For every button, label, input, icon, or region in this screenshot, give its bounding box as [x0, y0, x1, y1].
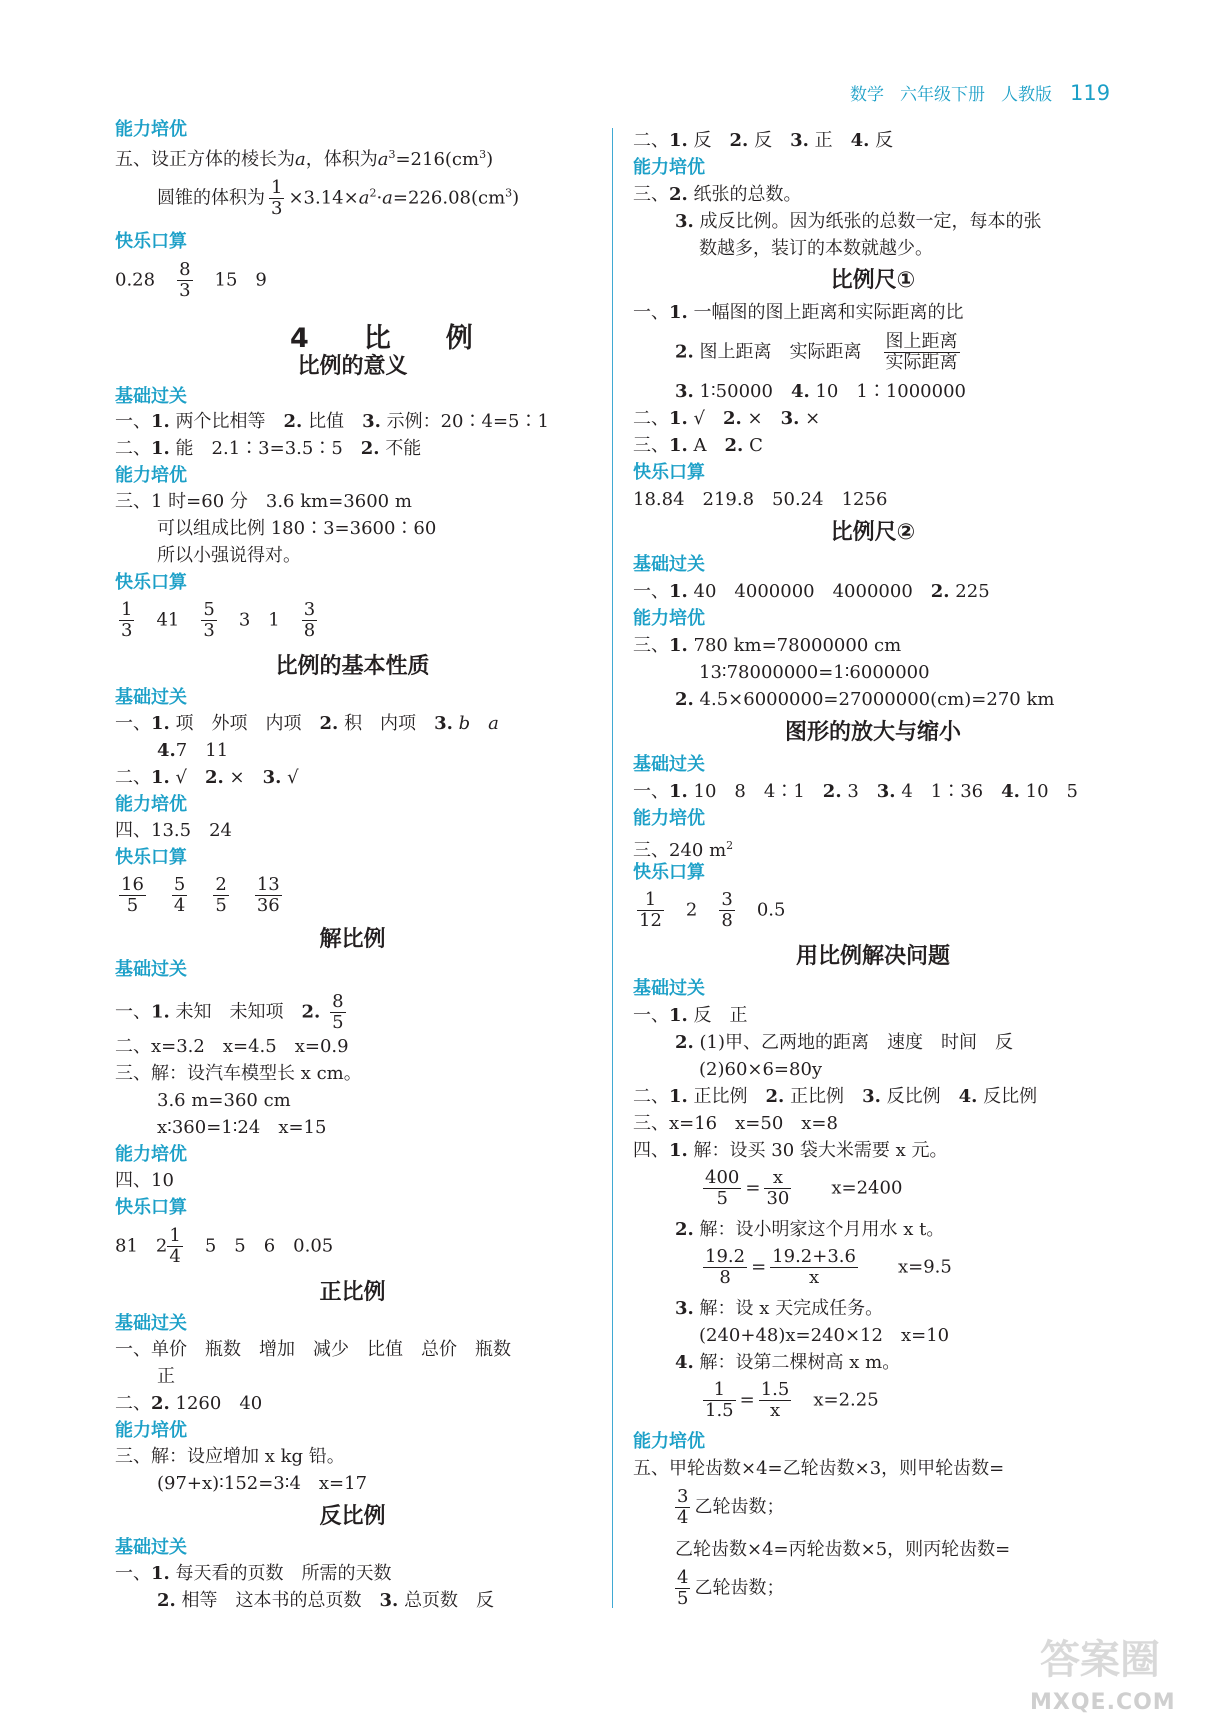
answer-line: 四、10 — [115, 1170, 174, 1191]
section-jichu: 基础过关 — [115, 687, 187, 708]
section-nengli: 能力培优 — [115, 794, 187, 815]
answer-line: 2. 4.5×6000000=27000000(cm)=270 km — [675, 689, 1055, 710]
answer-line: $\frac{1}{3}$ 41 $\frac{5}{3}$ 3 1 $\frac{3}{8}$ — [121, 599, 316, 641]
section-kuaile: 快乐口算 — [633, 862, 705, 883]
answer-line: 二、1. √ 2. × 3. √ — [115, 767, 299, 788]
answer-line: $\frac{1}{12}$ 2 $\frac{3}{8}$ 0.5 — [639, 889, 786, 931]
section-nengli: 能力培优 — [633, 157, 705, 178]
answer-line: 一、1. 未知 未知项 2. $\frac{8}{5}$ — [115, 991, 344, 1033]
lesson-title: 解比例 — [319, 927, 386, 952]
answer-line: $\frac{19.2}{8}$ = $\frac{19.2+3.6}{x}$ x=9.5 — [705, 1246, 952, 1288]
header-grade: 六年级下册 — [900, 85, 985, 105]
lesson-title: 正比例 — [319, 1280, 386, 1305]
section-nengli: 能力培优 — [633, 608, 705, 629]
answer-line: 2. 图上距离 实际距离 图上距离 实际距离 — [675, 331, 958, 373]
answer-line: (240+48)x=240×12 x=10 — [699, 1325, 950, 1346]
answer-line: 一、单价 瓶数 增加 减少 比值 总价 瓶数 — [115, 1339, 511, 1360]
section-kuaile: 快乐口算 — [115, 1197, 187, 1218]
answer-line: $\frac{3}{4}$ 乙轮齿数； — [677, 1486, 785, 1528]
answer-line: 一、1. 两个比相等 2. 比值 3. 示例：20∶4=5∶1 — [115, 411, 549, 432]
answer-line: 2. 解：设小明家这个月用水 x t。 — [675, 1219, 945, 1240]
answer-line: 三、解：设应增加 x kg 铅。 — [115, 1446, 345, 1467]
answer-line: 一、1. 一幅图的图上距离和实际距离的比 — [633, 302, 964, 323]
section-nengli: 能力培优 — [633, 808, 705, 829]
answer-line: 乙轮齿数×4=丙轮齿数×5，则丙轮齿数= — [675, 1539, 1011, 1560]
header-edition: 人教版 — [1001, 85, 1052, 105]
section-nengli: 能力培优 — [633, 1431, 705, 1452]
answer-line: 五、甲轮齿数×4=乙轮齿数×3，则甲轮齿数= — [633, 1458, 1005, 1479]
header-subject: 数学 — [850, 85, 884, 105]
section-kuaile: 快乐口算 — [633, 462, 705, 483]
section-jichu: 基础过关 — [115, 386, 187, 407]
answer-line: 4.7 11 — [157, 740, 229, 761]
section-kuaile: 快乐口算 — [115, 231, 187, 252]
section-nengli: 能力培优 — [115, 1420, 187, 1441]
answer-line: 三、1. A 2. C — [633, 435, 763, 456]
section-jichu: 基础过关 — [115, 1313, 187, 1334]
section-kuaile: 快乐口算 — [115, 847, 187, 868]
answer-line: 三、x=16 x=50 x=8 — [633, 1113, 838, 1134]
answer-line: (97+x)∶152=3∶4 x=17 — [157, 1473, 368, 1494]
answer-line: 3. 成反比例。因为纸张的总数一定，每本的张 — [675, 211, 1042, 232]
lesson-title: 比例尺② — [830, 520, 916, 545]
answer-line: 3. 1∶50000 4. 10 1∶1000000 — [675, 381, 966, 402]
answer-line: 四、13.5 24 — [115, 820, 232, 841]
section-nengli: 能力培优 — [115, 465, 187, 486]
answer-line: 一、1. 反 正 — [633, 1005, 748, 1026]
answer-line: 三、1. 780 km=78000000 cm — [633, 635, 902, 656]
answer-line: x∶360=1∶24 x=15 — [157, 1117, 327, 1138]
section-jichu: 基础过关 — [115, 1537, 187, 1558]
answer-line: $\frac{16}{5}$ $\frac{5}{4}$ $\frac{2}{5}$ $\frac{13}{36}$ — [121, 874, 280, 916]
page-number: 119 — [1070, 81, 1111, 105]
answer-line: 一、1. 项 外项 内项 2. 积 内项 3. b a — [115, 713, 499, 734]
lesson-title: 用比例解决问题 — [795, 944, 950, 969]
answer-line: 三、1 时=60 分 3.6 km=3600 m — [115, 491, 412, 512]
answer-line: 2. (1)甲、乙两地的距离 速度 时间 反 — [675, 1032, 1014, 1053]
answer-line: 一、1. 40 4000000 4000000 2. 225 — [633, 581, 990, 602]
answer-line: 二、x=3.2 x=4.5 x=0.9 — [115, 1036, 349, 1057]
lesson-title: 图形的放大与缩小 — [784, 720, 961, 745]
answer-line: $\frac{4}{5}$ 乙轮齿数； — [677, 1567, 785, 1609]
answer-line: 3.6 m=360 cm — [157, 1090, 291, 1111]
section-nengli: 能力培优 — [115, 1144, 187, 1165]
answer-line: 四、1. 解：设买 30 袋大米需要 x 元。 — [633, 1140, 948, 1161]
watermark-logo: 答案圈 — [1040, 1637, 1160, 1683]
answer-line: $\frac{400}{5}$ = $\frac{x}{30}$ x=2400 — [705, 1167, 903, 1209]
answer-line: 3. 解：设 x 天完成任务。 — [675, 1298, 884, 1319]
answer-line: 18.84 219.8 50.24 1256 — [633, 489, 888, 510]
answer-line: 二、1. 正比例 2. 正比例 3. 反比例 4. 反比例 — [633, 1086, 1038, 1107]
answer-line: 2. 相等 这本书的总页数 3. 总页数 反 — [157, 1590, 495, 1611]
chapter-title: 4 比 例 — [290, 323, 487, 354]
answer-line: 圆锥的体积为 $\frac{1}{3}$ $\times 3.14\times a^2\cdot a=226.08(cm^3)$ — [157, 177, 520, 219]
lesson-title: 反比例 — [319, 1504, 386, 1529]
section-jichu: 基础过关 — [633, 754, 705, 775]
lesson-title: 比例的意义 — [297, 354, 408, 379]
answer-line: 三、解：设汽车模型长 x cm。 — [115, 1063, 362, 1084]
answer-line: 二、1. 能 2.1∶3=3.5∶5 2. 不能 — [115, 438, 422, 459]
answer-line: $\frac{1}{1.5}$ = $\frac{1.5}{x}$ x=2.25 — [705, 1379, 879, 1421]
answer-line: 81 2 $\frac{1}{4}$ 5 5 6 0.05 — [115, 1225, 334, 1267]
answer-line: 所以小强说得对。 — [157, 545, 301, 566]
answer-line: 可以组成比例 180∶3=3600∶60 — [157, 518, 437, 539]
answer-line: 4. 解：设第二棵树高 x m。 — [675, 1352, 901, 1373]
answer-line: 二、1. √ 2. × 3. × — [633, 408, 821, 429]
section-jichu: 基础过关 — [633, 978, 705, 999]
answer-line: 五、设正方体的棱长为a，体积为$a^3=216(cm^3)$ — [115, 148, 494, 170]
section-nengli: 能力培优 — [115, 119, 187, 140]
page-header — [850, 80, 1110, 105]
answer-line: 一、1. 每天看的页数 所需的天数 — [115, 1563, 392, 1584]
column-divider — [612, 128, 613, 1608]
section-kuaile: 快乐口算 — [115, 572, 187, 593]
watermark-url: MXQE.COM — [1030, 1690, 1176, 1715]
section-jichu: 基础过关 — [115, 959, 187, 980]
answer-line: 0.28 $\frac{8}{3}$ 15 9 — [115, 259, 267, 301]
answer-line: 数越多，装订的本数就越少。 — [699, 238, 933, 259]
answer-line: 正 — [157, 1366, 175, 1387]
section-jichu: 基础过关 — [633, 554, 705, 575]
answer-line: 二、2. 1260 40 — [115, 1393, 263, 1414]
lesson-title: 比例的基本性质 — [275, 654, 430, 679]
answer-line: 三、240 $m^2$ — [633, 839, 734, 861]
answer-line: 三、2. 纸张的总数。 — [633, 184, 802, 205]
answer-line: 13∶78000000=1∶6000000 — [699, 662, 930, 683]
lesson-title: 比例尺① — [830, 268, 916, 293]
answer-line: 一、1. 10 8 4∶1 2. 3 3. 4 1∶36 4. 10 5 — [633, 781, 1079, 802]
answer-line: (2)60×6=80y — [699, 1059, 823, 1080]
answer-line: 二、1. 反 2. 反 3. 正 4. 反 — [633, 130, 894, 151]
